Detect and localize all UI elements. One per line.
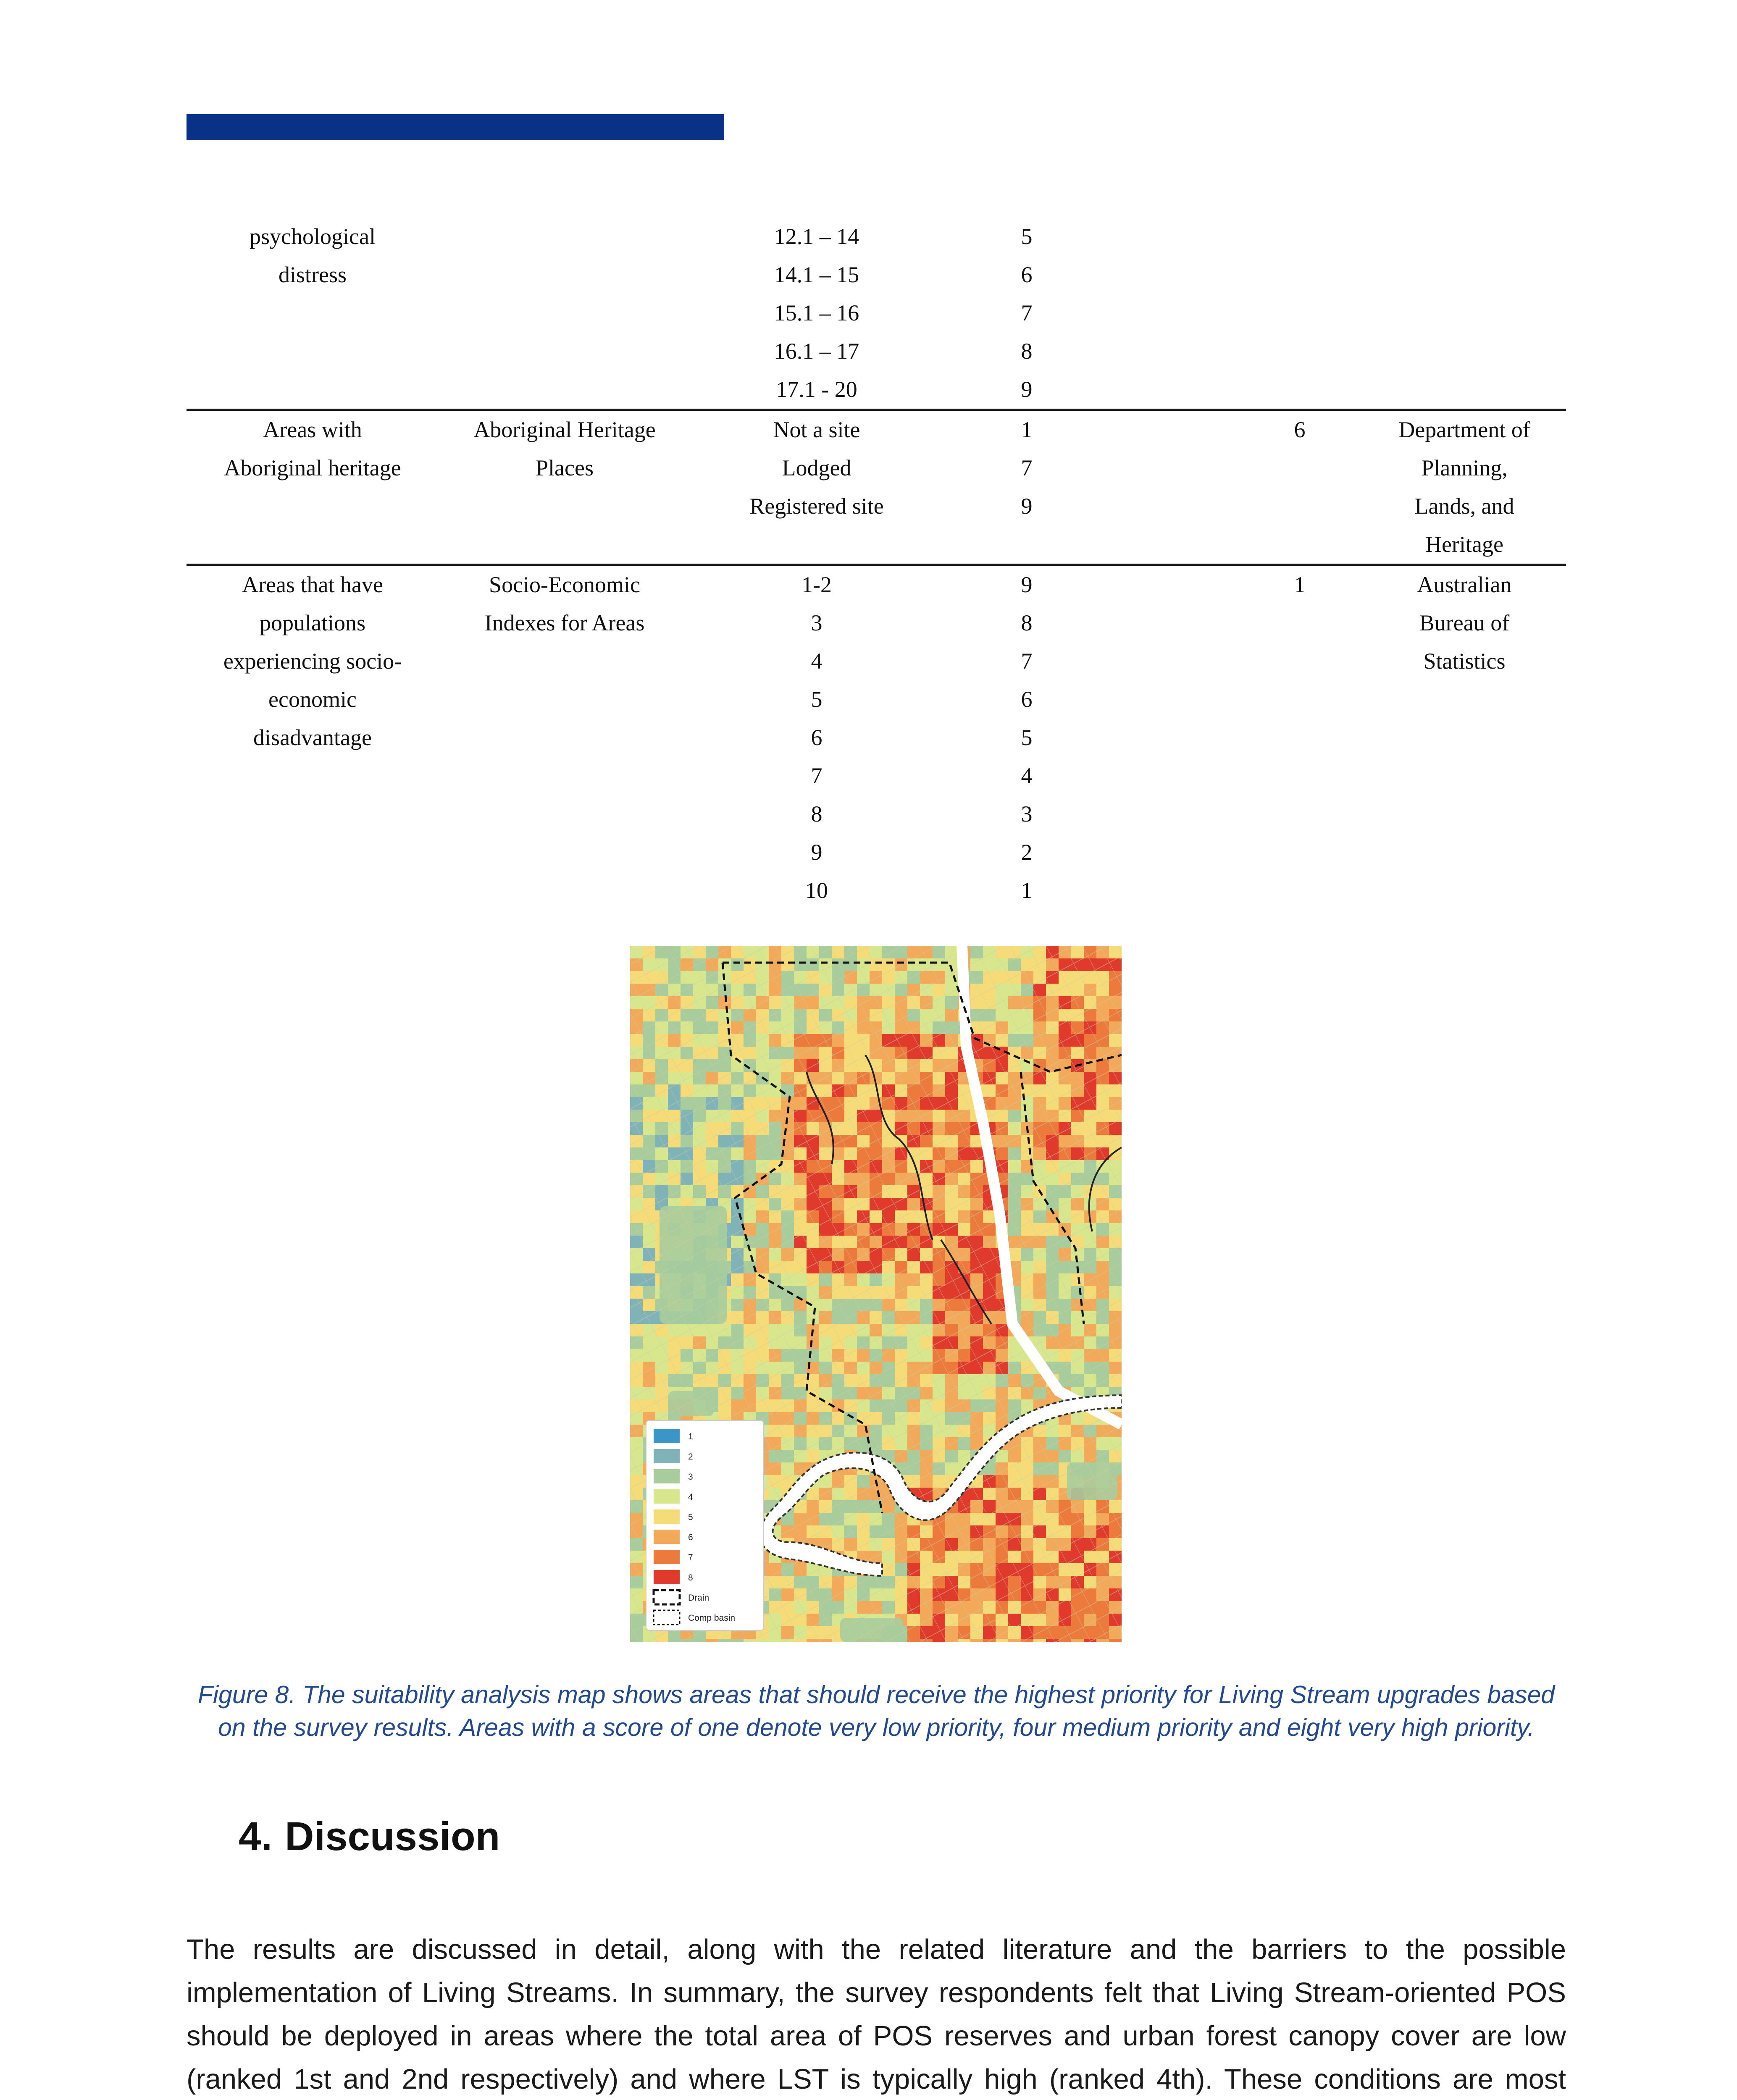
table-cell-line: Planning,	[1421, 455, 1508, 480]
table-cell-line: 7	[1021, 648, 1033, 674]
table-cell-line: 9	[811, 840, 823, 865]
legend-label: 7	[688, 1553, 693, 1562]
table-cell-line: 6	[811, 725, 823, 750]
table-cell-line: Bureau of	[1419, 610, 1510, 635]
section-heading	[239, 1814, 500, 1860]
table-cell-line: 9	[1021, 572, 1033, 597]
legend-basin-label: Comp basin	[688, 1613, 736, 1623]
table-cell-line: distress	[279, 262, 347, 287]
table-cell-criterion	[187, 566, 439, 757]
legend-swatch-7	[654, 1550, 680, 1564]
section-number: 4.	[239, 1814, 273, 1859]
suitability-map	[630, 946, 1122, 1642]
table-cell-line: 5	[1021, 725, 1033, 750]
table-cell-line: 17.1 - 20	[776, 377, 857, 402]
table-cell-line: Areas that have	[242, 572, 383, 597]
legend-label: 5	[688, 1512, 693, 1522]
table-cell-criterion	[187, 218, 439, 294]
table-cell-line: Australian	[1417, 572, 1512, 597]
table-row	[187, 564, 1566, 910]
legend-label: 4	[688, 1492, 693, 1502]
table-cell-line: 3	[811, 610, 823, 635]
table-cell-line: 16.1 – 17	[774, 339, 859, 364]
legend-swatch-4	[654, 1489, 680, 1504]
table-cell-scores	[943, 566, 1111, 910]
legend-label: 2	[688, 1452, 693, 1462]
table-cell-line: Lands, and	[1414, 494, 1514, 519]
table-cell-line: 10	[805, 878, 828, 903]
figure-caption: Figure 8. The suitability analysis map shows areas that should receive the highest priority for Living Stream upgrades based on the survey results. Areas with a score of one denote very low priority, four medium priority and eight very high priority.	[197, 1681, 1555, 1741]
legend-swatch-6	[654, 1530, 680, 1544]
table-cell-line: experiencing socio-	[223, 648, 402, 674]
table-cell-line: Indexes for Areas	[484, 610, 645, 635]
table-cell-line: populations	[260, 610, 365, 635]
table-cell-line: 7	[1021, 455, 1033, 480]
legend-swatch-2	[654, 1449, 680, 1463]
table-cell-line: 6	[1021, 262, 1033, 287]
table-cell-dataset	[439, 411, 691, 487]
legend-label: 1	[688, 1432, 693, 1441]
table-cell-line: Areas with	[263, 417, 362, 442]
table-cell-rank	[1237, 566, 1363, 604]
table-row	[187, 218, 1566, 409]
table-cell-line: psychological	[250, 224, 376, 249]
table-cell-line: 6	[1021, 687, 1033, 712]
table-cell-line: disadvantage	[253, 725, 372, 750]
table-cell-line: Statistics	[1423, 648, 1506, 674]
table-cell-line: Not a site	[773, 417, 860, 442]
table-cell-line: 2	[1021, 840, 1033, 865]
table-cell-line: 1	[1294, 572, 1306, 597]
table-cell-dataset	[439, 566, 691, 642]
table-cell-line: 8	[1021, 610, 1033, 635]
legend-swatch-1	[654, 1429, 680, 1443]
table-cell-line: 4	[811, 648, 823, 674]
table-cell-line: 1	[1021, 417, 1033, 442]
header-accent-bar	[187, 114, 724, 140]
table-cell-line: 12.1 – 14	[774, 224, 859, 249]
table-cell-line: Places	[536, 455, 594, 480]
section-title: Discussion	[285, 1814, 500, 1859]
table-cell-line: Lodged	[782, 455, 851, 480]
legend-label: 3	[688, 1472, 693, 1482]
table-cell-scores	[943, 411, 1111, 525]
table-cell-classes	[691, 411, 943, 525]
table-cell-line: 8	[811, 801, 823, 827]
table-cell-line: 3	[1021, 801, 1033, 827]
map-legend	[646, 1420, 764, 1630]
legend-swatch-5	[654, 1509, 680, 1524]
legend-drain-label: Drain	[688, 1593, 710, 1603]
table-cell-line: 4	[1021, 763, 1033, 788]
table-cell-line: 9	[1021, 377, 1033, 402]
table-cell-line: Registered site	[749, 494, 884, 519]
table-cell-line: 5	[1021, 224, 1033, 249]
table-cell-line: 8	[1021, 339, 1033, 364]
criteria-table	[187, 218, 1566, 910]
table-cell-source	[1363, 566, 1566, 680]
legend-swatch-8	[654, 1570, 680, 1584]
table-cell-line: Aboriginal Heritage	[473, 417, 656, 442]
table-cell-line: 7	[1021, 300, 1033, 326]
table-cell-criterion	[187, 411, 439, 487]
table-cell-line: Heritage	[1425, 532, 1503, 557]
legend-label: 6	[688, 1533, 693, 1542]
legend-swatch-3	[654, 1469, 680, 1483]
table-cell-rank	[1237, 411, 1363, 449]
table-cell-line: Aboriginal heritage	[224, 455, 401, 480]
table-cell-line: 5	[811, 687, 823, 712]
table-cell-line: Socio-Economic	[489, 572, 640, 597]
legend-label: 8	[688, 1573, 693, 1583]
table-cell-line: economic	[268, 687, 357, 712]
table-cell-line: 6	[1294, 417, 1306, 442]
discussion-paragraph: The results are discussed in detail, along with the related literature and the barriers to the possible implementation of Living Streams. In summary, the survey respondents felt that Living Stream-oriented POS should be deployed in areas where the total area of POS reserves and urban forest canopy cover are low (ranked 1st and 2nd respectively) and where LST is typically high (ranked 4th). These conditions are most	[187, 1934, 1566, 2095]
table-cell-line: Department of	[1398, 417, 1530, 442]
table-cell-source	[1363, 411, 1566, 564]
table-cell-line: 14.1 – 15	[774, 262, 859, 287]
table-cell-scores	[943, 218, 1111, 409]
table-cell-line: 15.1 – 16	[774, 300, 859, 326]
table-row	[187, 409, 1566, 564]
table-cell-line: 1	[1021, 878, 1033, 903]
table-cell-line: 7	[811, 763, 823, 788]
table-cell-classes	[691, 566, 943, 910]
table-cell-line: 9	[1021, 494, 1033, 519]
table-cell-classes	[691, 218, 943, 409]
table-cell-line: 1-2	[801, 572, 832, 597]
